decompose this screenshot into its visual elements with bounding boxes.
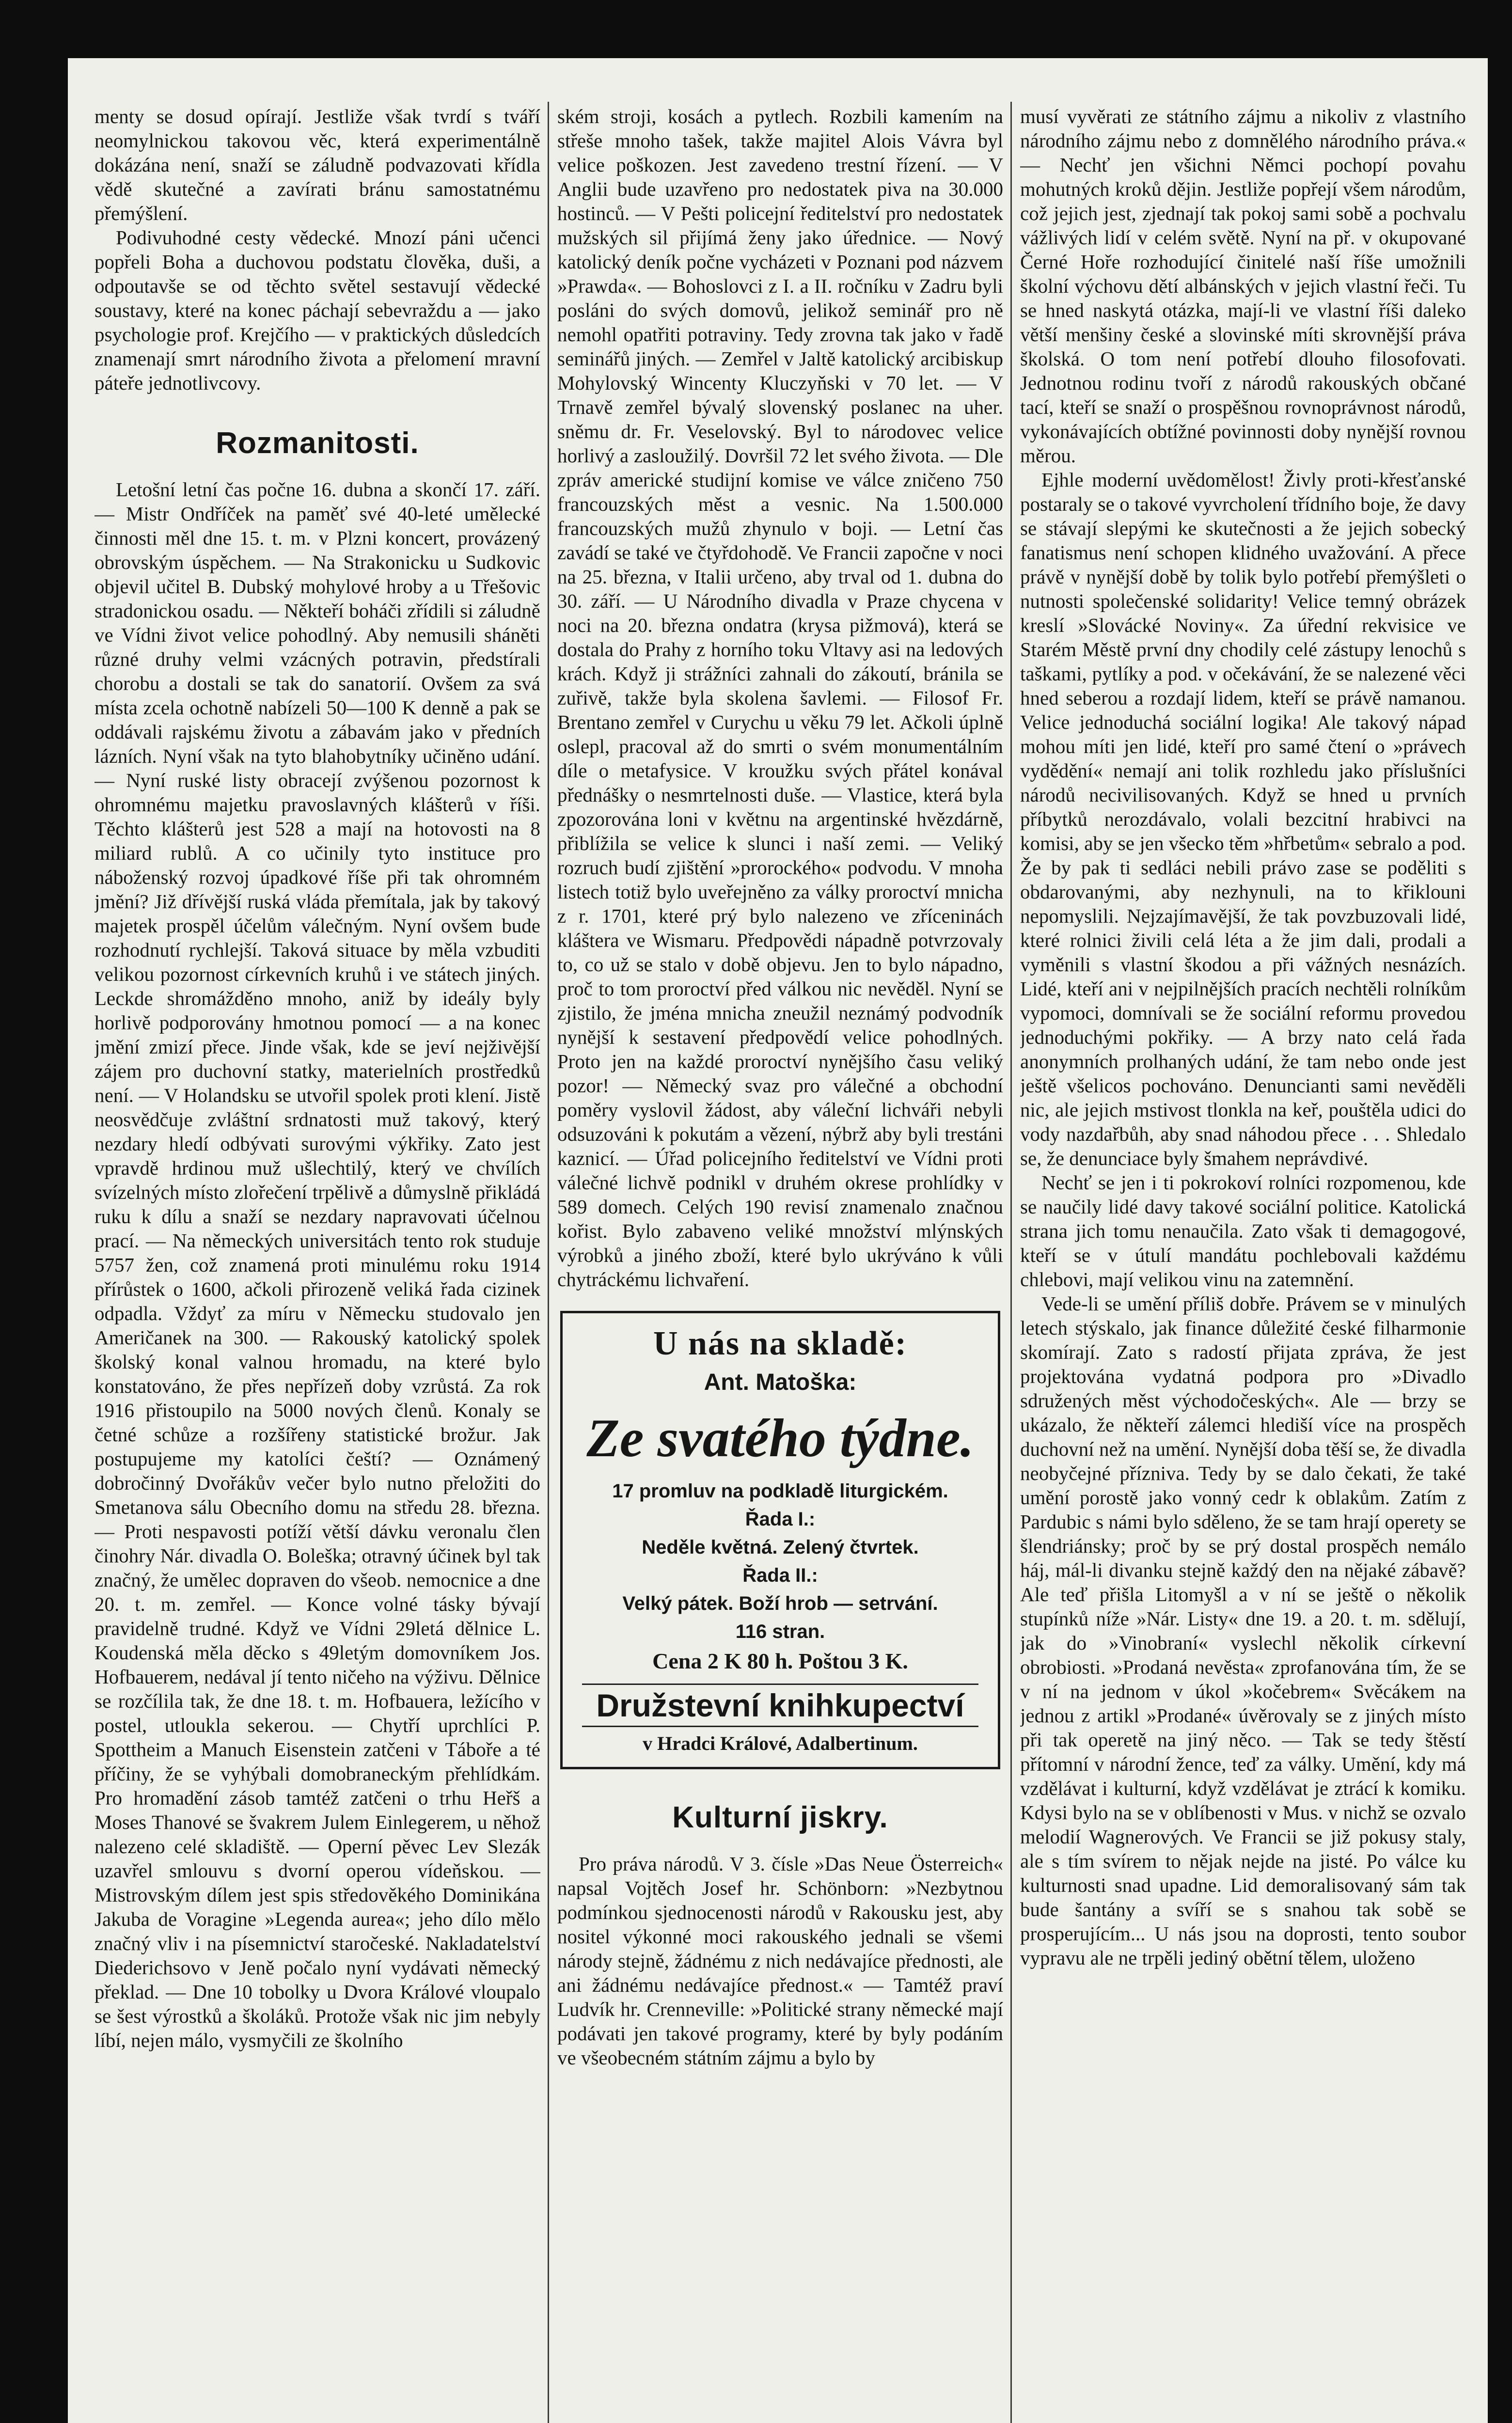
ad-price: Cena 2 K 80 h. Poštou 3 K. [652,1649,908,1673]
ad-address: v Hradci Králové, Adalbertinum. [643,1732,918,1754]
paragraph: ském stroji, kosách a pytlech. Rozbili kamením na střeše mnoho tašek, takže majitel Alois Vávra byl velice poškozen. Jest zavedeno trestní řízení. — V Anglii bude uzavřeno pro nedostatek piva na 30.000 hostinců. — V Pešti policejní ředitelství pro nedostatek mužských sil přijímá ženy jako úřednice. — Nový katolický deník počne vycházeti v Poznani pod názvem »Prawda«. — Bohoslovci z I. a II. ročníku v Zadru byli posláni do svých domovů, jelikož seminář pro ně nemohl opatřiti potraviny. Tedy zrovna tak jako v řadě seminářů jiných. — Zemřel v Jaltě katolický arcibiskup Mohylovský Wincenty Kluczyňski v 70 let. — V Trnavě zemřel bývalý slovenský poslanec na uher. sněmu dr. Fr. Veselovský. Byl to národovec velice horlivý a zasloužilý. Dovršil 72 let svého života. — Dle zpráv americké studijní komise ve válce zničeno 750 francouzských měst a vesnic. Na 1.500.000 francouzských mužů zhynulo v boji. — Letní čas zavádí se také ve čtyřdohodě. Ve Francii započne v noci na 25. března, v Italii určeno, aby trval od 1. dubna do 30. září. — U Národního divadla v Praze chycena v noci na 20. března ondatra (krysa pižmová), která se dostala do Prahy z horního toku Vltavy asi na ledových krách. Když ji strážníci zahnali do zákoutí, bránila se zuřivě, takže byla skolena šavlemi. — Filosof Fr. Brentano zemřel v Curychu u věku 79 let. Ačkoli úplně oslepl, pracoval až do smrti o svém monumentálním díle o metafysice. V kroužku svých přátel konával přednášky o nesmrtelnosti duše. — Vlastice, která byla zpozorována loni v květnu na argentinské hvězdárně, přiblížila se velice k slunci i naší zemi. — Veliký rozruch budí zjištění »prorockého« podvodu. V mnoha listech totiž bylo uveřejněno za války proroctví mnicha z r. 1701, které prý bylo nalezeno ve zříceninách kláštera ve Wismaru. Předpovědi nápadně potvrzovaly to, co už se stalo v době objevu. Jen to bylo nápadno, proč to tom proroctví před válkou nic nevěděl. Nyní se zjistilo, že jména mnicha zneužil neznámý podvodník nynější k sestavení předpovědí velice pohodlných. Proto jen na každé proroctví nynějšího času veliký pozor! — Německý svaz pro válečné a obchodní poměry vyslovil žádost, aby váleční lichváři nebyli odsuzováni k pokutám a vězení, nýbrž aby byli trestáni kaznicí. — Úřad policejního ředitelství ve Vídni proti válečné lichvě podnikl v druhém okrese prohlídky v 589 domech. Celých 190 revisí znamenalo značnou kořist. Bylo zabaveno veliké množství mlýnských výrobků a jiného zboží, které bylo ukrýváno k vůli chytráckému lichvaření. [557,105,1003,1290]
paragraph: Ejhle moderní uvědomělost! Živly proti-křesťanské postaraly se o takové vyvrcholení třídního boje, že davy se stávají slepými ke skutečnosti a že jejich sobecký fanatismus není schopen klidného uvažování. A přece právě v nynější době by tolik bylo potřebí přemýšleti o nutnosti společenské solidarity! Velice temný obrázek kreslí »Slovácké Noviny«. Za úřední rekvisice ve Starém Městě první dny chodily celé zástupy lenochů s taškami, pytlíky a pod. v očekávání, že se nalezené věci hned seberou a rozdají lidem, kteří se právě namanou. Velice jednoduchá sociální logika! Ale takový nápad mohou míti jen lidé, kteří pro samé čtení o »právech vydědění« nemají ani tolik rozhledu jako příslušníci národů necivilisovaných. Když se hned u prvních příbytků nerozdávalo, volali bezcitní hrabivci na komisi, aby se jen všecko těm »hřbetům« sebralo a pod. Že by pak ti sedláci nebili právo zase se poděliti s obdarovanými, aby nezhynuli, na to křiklouni nepomyslili. Nejzajímavější, že tak povzbuzovali lidé, které rolnici živili celá léta a že jim dali, prodali a vyměnili s vlastní škodou a při vážných nesnázích. Lidé, kteří ani v nejpilnějších pracích nechtěli rolníkům vypomoci, domnívali se že sociální reformu provedou jednoduchými pokřiky. — A brzy nato celá řada anonymních prolhaných udání, že tam nebo onde jest ještě všelicos pochováno. Denuncianti sami nevěděli nic, ale jejich mstivost tlonkla na keř, pouštěla udici do vody nazdařbůh, aby snad náhodou přece . . . Shledalo se, že denunciace byly šmahem neprávdivé. [1020,469,1466,1169]
ad-line: Neděle květná. Zelený čtvrtek. [642,1537,919,1558]
ad-line: 17 promluv na podkladě liturgickém. [612,1480,948,1502]
ad-author: Ant. Matoška: [704,1369,857,1395]
column-middle [557,104,1003,2423]
ad-line: Velký pátek. Boží hrob — setrvání. [622,1593,938,1614]
ad-book-title: Ze svatého týdne. [586,1408,974,1468]
paragraph: Letošní letní čas počne 16. dubna a skončí 17. září. — Mistr Ondříček na paměť své 40-leté umělecké činnosti měl dne 15. t. m. v Plzni koncert, provázený obrovským úspěchem. — Na Strakonicku u Sudkovic objevil učitel B. Dubský mohylové hroby a u Třešovic stradonickou osadu. — Někteří boháči zřídili si záludně ve Vídni život velice pohodlný. Aby nemusili sháněti různé druhy velmi vzácných potravin, předstírali chorobu a dostali se tak do sanatorií. Ovšem za svá místa zcela ochotně nabízeli 50—100 K denně a pak se oddávali rajskému životu a zábavám jako v předních lázních. Nyní však na tyto blahobytníky učiněno udání. — Nyní ruské listy obracejí zvýšenou pozornost k ohromnému majetku pravoslavných klášterů v říši. Těchto klášterů jest 528 a mají na hotovosti na 8 miliard rublů. A co učinily tyto instituce pro náboženský rozvoj úpadkové říše při tak ohromném jmění? Již dřívější ruská vláda přemítala, jak by takový majetek prospěl účelům válečným. Nyní ovšem bude rozhodnutí rychlejší. Taková situace by měla vzbuditi velikou pozornost církevních kruhů i ve státech jiných. Leckde shromážděno mnoho, aniž by ideály byly horlivě podporovány hmotnou pomocí — a na konec jmění zmizí přece. Jinde však, kde se jeví nejživější zájem pro duchovní statky, materielních prostředků není. — V Holandsku se utvořil spolek proti klení. Jistě neosvědčuje zvláštní srdnatosti muž takový, který nezdary hledí odbývati surovými výkřiky. Zato jest vpravdě hrdinou muž ušlechtilý, který ve chvílích svízelných místo zlořečení trpělivě a důmyslně přikládá ruku k dílu a snaží se nezdary napravovati účelnou prací. — Na německých universitách tento rok studuje 5757 žen, což znamená proti minulému roku 1914 přírůstek o 1600, ačkoli přirozeně veliká řada cizinek odpadla. Vždyť za míru v Německu studovalo jen Američanek na 300. — Rakouský katolický spolek školský konal valnou hromadu, na které bylo konstatováno, že přes nepřízeň doby vzrůstá. Za rok 1916 přistoupilo na 5000 nových členů. Konaly se četné schůze a rozšířeny statistické brožur. Jak postupujeme my katolíci čeští? — Oznámený dobročinný Dvořákův večer bylo nutno přeložiti do Smetanova sálu Obecního domu na středu 28. března. — Proti nespavosti potíží větší dávku veronalu člen činohry Nár. divadla O. Boleška; otravný účinek byl tak značný, že umělec dopraven do všeob. nemocnice a dne 20. t. m. zemřel. — Konce volné tásky bývají pravidelně trudné. Když ve Vídni 29letá dělnice L. Koudenská měla děcko s 49letým domovníkem Jos. Hofbauerem, nedával jí tento ničeho na výživu. Dělnice se rozčílila tak, že dne 18. t. m. Hofbauera, ležícího v postel, utloukla sekerou. — Chytří uprchlíci P. Spottheim a Manuch Eisenstein zatčeni v Táboře a té příčiny, že se vyhýbali domobraneckým přehlídkám. Pro hromadění zásob tamtéž zatčeni o trhu Heřš a Moses Thanové se švakrem Julem Einlegerem, u něhož nalezeno celé skladiště. — Operní pěvec Lev Slezák uzavřel smlouvu s dvorní operou vídeňskou. — Mistrovským dílem jest spis středověkého Dominikána Jakuba de Voragine »Legenda aurea«; jeho dílo mělo značný vliv i na písemnictví staročeské. Nakladatelství Diederichsovo v Jeně počalo nyní vydávati německý překlad. — Dne 10 tobolky u Dvora Králové vloupalo se šest výrostků a školáků. Protože však nic jim nebyly líbí, nejen málo, vysmyčili ze školního [94,478,540,2051]
column-right [1020,104,1466,2423]
book-advertisement [560,1311,1000,1769]
ad-header: U nás na skladě: [653,1325,908,1362]
paragraph: Pro práva národů. V 3. čísle »Das Neue Österreich« napsal Vojtěch Josef hr. Schönborn: »Nezbytnou podmínkou sjednocenosti národů v Rakousku jest, aby nositel výkonné moci rakouského jednali se všemi národy stejně, žádnému z nich nedávajíce přednosti, ale ani žádnému nedávajíce přednost.« — Tamtéž praví Ludvík hr. Crenneville: »Politické strany německé mají podávati jen takové programy, které by byly podáním ve všeobecném státním zájmu a bylo by [557,1853,1003,2069]
paragraph: Nechť se jen i ti pokrokoví rolníci rozpomenou, kde se naučily lidé davy takové sociální politice. Katolická strana jich tomu nenaučila. Zato však ti demagogové, kteří se v útulí mandátu pochlebovali každému chlebovi, mají velikou vinu na zatemnění. [1020,1171,1466,1290]
paragraph: Podivuhodné cesty vědecké. Mnozí páni učenci popřeli Boha a duchovou podstatu člověka, duši, a odpoutavše se od těchto světel sestavují vědecké soustavy, které na konec páchají sebevraždu a — jako psychologie prof. Krejčího — v praktických důsledcích znamenají smrt národního života a přelomení mravní páteře jednotlivcovy. [94,226,540,394]
ad-publisher: Družstevní knihkupectví [582,1684,978,1727]
column-rule [548,102,549,2423]
section-heading: Rozmanitosti. [216,426,419,460]
column-rule [1010,102,1012,2423]
paragraph: musí vyvěrati ze státního zájmu a nikoliv z vlastního národního zájmu nebo z domnělého národního práva.« — Nechť jen všichni Němci pochopí povahu mohutných kroků dějin. Jestliže popřejí všem národům, což jejich jest, zjednají tak pokoj sami sobě a pochvalu vážlivých lidí v celém světě. Nyní na př. v okupované Černé Hoře rozhodující činitelé naší říše umožnili školní výchovu dětí albánských v jejich vlastní řeči. Tu se hned naskytá otázka, mají-li ve vlastní říši daleko větší menšiny české a slovinské míti skrovnější práva školská. O tom není potřebí dlouho filosofovati. Jednotnou rodinu tvoří z národů rakouských občané tací, kteří se snaží o prospěšnou rovnoprávnost národů, vykonávajících obtížné povinnosti doby nynější rovnou měrou. [1020,105,1466,467]
column-left [94,104,540,2423]
ad-line: 116 stran. [735,1621,825,1642]
ad-line: Řada I.: [745,1509,816,1530]
paragraph: menty se dosud opírají. Jestliže však tvrdí s tváří neomylnickou takovou věc, která experimentálně dokázána není, snaží se záludně podvazovati křídla vědě skutečné a zavírati bránu samostatnému přemýšlení. [94,105,540,224]
paragraph: Vede-li se umění příliš dobře. Právem se v minulých letech stýskalo, jak finance důležité české filharmonie skomírají. Zato s radostí přijata zpráva, že jest projektována vydatná podpora pro »Divadlo sdružených měst východočeských«. Ale — brzy se ukázalo, že někteří zálemci hlediší více na prospěch duchovní než na umění. Nynější doba těší se, že divadla neobyčejné přízniva. Tedy by se dalo čekati, že také umění porostě jako vonný cedr k oblakům. Zatím z Pardubic s námi bylo sděleno, že se tam hrají operety se šlendriánsky; proč by se prý dostal prospěch nemálo háj, mál-li divanku stejně každý den na nějaké zábavě? Ale teď přišla Litomyšl a v ní se ještě o několik stupínků níže »Nár. Listy« dne 19. a 20. t. m. sdělují, jak do »Vinobraní« vyslechl několik církevní obrobiosti. »Prodaná nevěsta« zprofanována tím, že se v ní na jednom v úkol »kočebrem« Svěcákem na jednou z artikl »Prodané« úvěrovaly se z jiných místo při tak operetě na jiný něco. — Tak se tedy štěstí přítomní v národní žence, teď za války. Umění, kdy má vzdělávat i kulturní, když vzdělávat je ztrácí k komiku. Kdysi bylo na se v oblíbenosti v Mus. v nichž se ozvalo melodií Wagnerových. Ve Francii se již pokusy staly, ale s tím svírem to nějak nejde na jisté. Po válce ku kulturnosti snad upadne. Lid demoralisovaný sám tak bude šantány a svíří se s snahou tak sobě se prosperujícím... U nás jsou na doprosti, tento soubor vypravu ale ne trpěli jediný obětní tělem, uloženo [1020,1292,1466,1969]
newspaper-page [68,58,1488,2423]
section-heading: Kulturní jiskry. [672,1801,888,1834]
ad-line: Řada II.: [742,1565,818,1586]
